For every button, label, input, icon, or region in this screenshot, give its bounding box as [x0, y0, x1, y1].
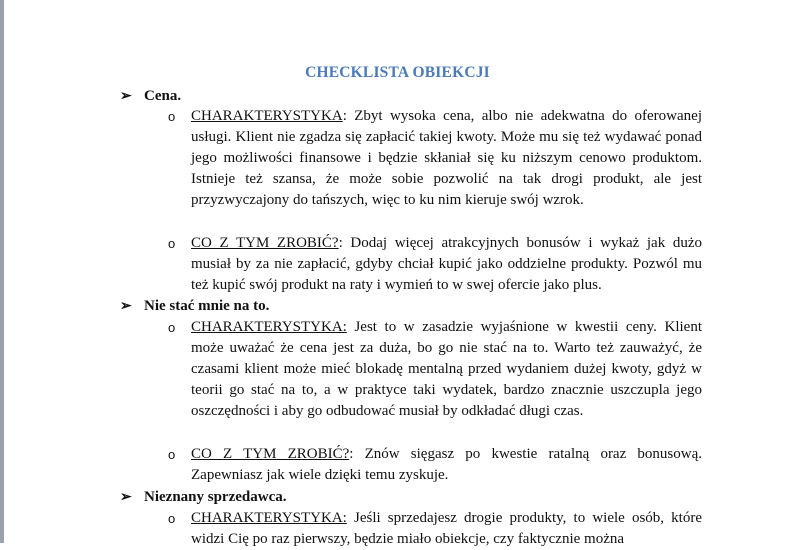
item-label: CO Z TYM ZROBIĆ?	[191, 235, 339, 251]
item-paragraph	[191, 317, 702, 422]
item-text: Dodaj więcej atrakcyjnych bonusów i wykaż jak dużo musiał by za nie zapłacić, gdyby chciał kupić jako oddzielne produkty. Pozwól mu też kupić swój produkt na raty i wymień to w swej ofercie jako plus.	[191, 235, 702, 293]
section-heading-text: Nie stać mnie na to.	[144, 298, 270, 314]
item-paragraph	[191, 444, 702, 486]
item-label: CHARAKTERYSTYKA	[191, 108, 343, 124]
item-label: CHARAKTERYSTYKA:	[191, 319, 347, 335]
section-heading	[120, 487, 287, 508]
item-paragraph	[191, 233, 702, 296]
item-paragraph	[191, 106, 702, 211]
circle-bullet-icon: o	[168, 447, 176, 462]
item-paragraph	[191, 508, 702, 550]
item-label: CO Z TYM ZROBIĆ?	[191, 446, 350, 462]
arrow-bullet-icon: ➢	[120, 490, 132, 505]
item-text: Znów sięgasz po kwestie ratalną oraz bonusową. Zapewniasz jak wiele dzięki temu zyskuje.	[191, 446, 703, 483]
section-heading-text: Nieznany sprzedawca.	[144, 489, 287, 505]
circle-bullet-icon: o	[168, 236, 176, 251]
section-heading	[120, 296, 269, 317]
item-text: Jest to w zasadzie wyjaśnione w kwestii ceny. Klient może uważać że cena jest za duża, bo go nie stać na to. Warto też zauważyć, że czasami klient może mieć blokadę mentalną przed wydaniem dużej kwoty, gdyż w teorii go stać na to, a w praktyce taki wydatek, bardzo znacznie uszczupla jego oszczędności i aby go odbudować musiał by odkładać długi czas.	[191, 319, 702, 419]
circle-bullet-icon: o	[168, 109, 176, 124]
arrow-bullet-icon: ➢	[120, 89, 132, 104]
section-heading-text: Cena.	[144, 88, 182, 104]
section-heading	[120, 86, 181, 107]
item-label-sep: :	[338, 235, 343, 251]
circle-bullet-icon: o	[168, 320, 176, 335]
item-text: Jeśli sprzedajesz drogie produkty, to wiele osób, które widzi Cię po raz pierwszy, będzie miało obiekcje, czy faktycznie można	[191, 510, 702, 547]
item-label-sep: :	[342, 108, 347, 124]
item-label-sep: :	[349, 446, 354, 462]
document-title: CHECKLISTA OBIEKCJI	[305, 64, 490, 81]
item-text: Zbyt wysoka cena, albo nie adekwatna do oferowanej usługi. Klient nie zgadza się zapłacić takiej kwoty. Może mu się też wydawać ponad jego możliwości finansowe i będzie skłaniał się ku niższym cenowo produktom. Istnieje też szansa, że może sobie pozwolić na tak drogi produkt, ale jest przyzwyczajony do tańszych, więc to ku nim kieruje swój wzrok.	[191, 108, 702, 208]
item-label: CHARAKTERYSTYKA:	[191, 510, 347, 526]
arrow-bullet-icon: ➢	[120, 299, 132, 314]
circle-bullet-icon: o	[168, 511, 176, 526]
